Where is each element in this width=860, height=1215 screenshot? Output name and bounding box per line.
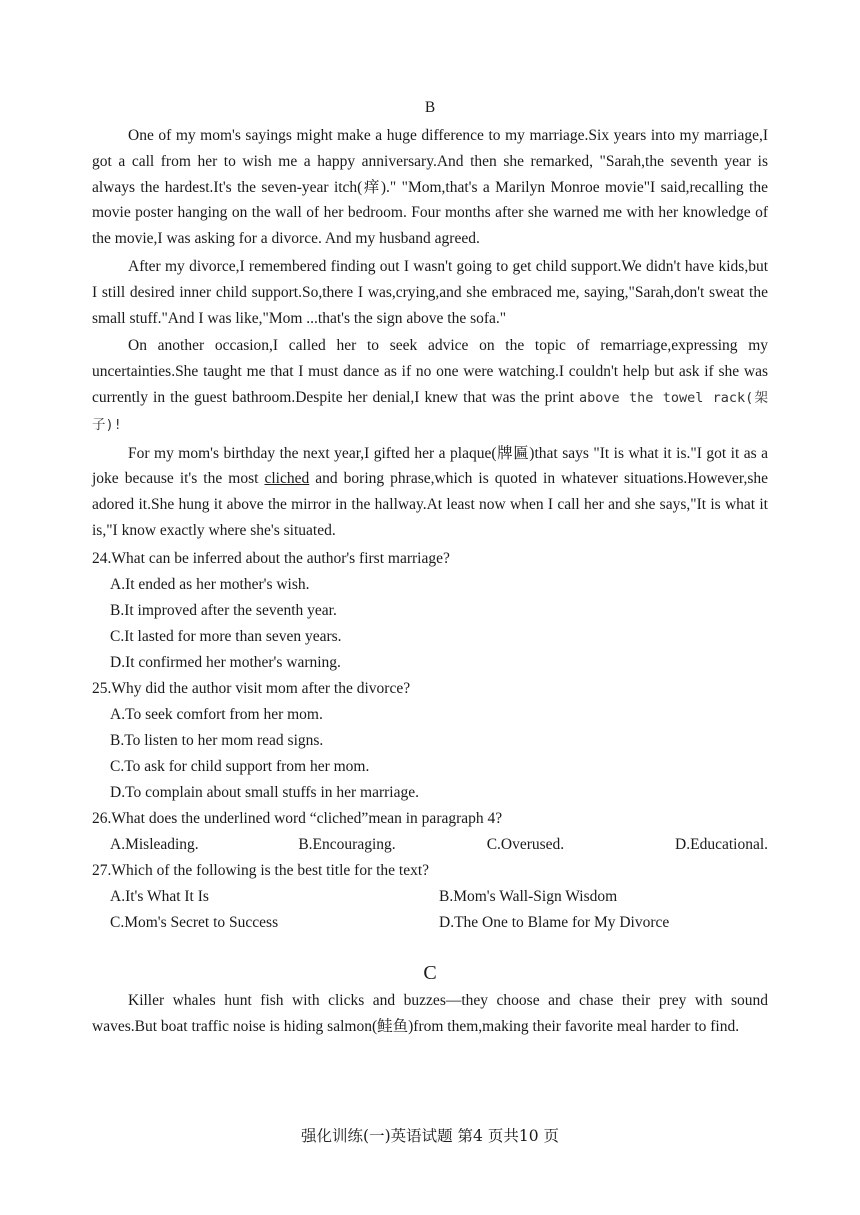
section-c-title: C [423,961,437,984]
option-b: B.To listen to her mom read signs. [110,731,324,749]
option-a: A.Misleading. [110,835,199,853]
passage-b-paragraph-3 [92,333,768,438]
option-c: C.Overused. [486,835,565,853]
underlined-word: cliched [264,470,310,488]
option-c: C.It lasted for more than seven years. [110,627,342,645]
option-a: A.To seek comfort from her mom. [110,705,323,723]
option-row [92,832,768,858]
option-d: D.To complain about small stuffs in her marriage. [110,783,419,801]
option-d: D.Educational. [675,835,769,853]
paragraph-3-tail: above the towel rack(架子)! [92,389,768,433]
option-c: C.Mom's Secret to Success [110,913,279,931]
option-a: A.It's What It Is [110,887,209,905]
option-b: B.It improved after the seventh year. [110,601,337,619]
passage-b-paragraph-1: One of my mom's sayings might make a huge difference to my marriage.Six years into my marriage,I got a call from her to wish me a happy anniversary.And then she remarked, "Sarah,the seventh year is always the hardest.It's the seven-year itch(痒)." "Mom,that's a Marilyn Monroe movie"I said,recalling the movie poster hanging on the wall of her bedroom. Four months after she warned me with her knowledge of the movie,I was asking for a divorce. And my husband agreed. [92,127,768,248]
question-24 [92,546,768,676]
option-a: A.It ended as her mother's wish. [110,575,310,593]
option-d: D.It confirmed her mother's warning. [110,653,341,671]
question-stem: 26.What does the underlined word “cliched”mean in paragraph 4? [92,809,503,827]
option-c: C.To ask for child support from her mom. [110,757,370,775]
option-row [92,884,768,910]
question-stem: 27.Which of the following is the best title for the text? [92,861,430,879]
passage-c-paragraph-1: Killer whales hunt fish with clicks and buzzes—they choose and chase their prey with sound waves.But boat traffic noise is hiding salmon(鲑鱼)from them,making their favorite meal harder to find. [92,991,768,1035]
question-stem: 24.What can be inferred about the author's first marriage? [92,549,450,567]
option-b: B.Mom's Wall-Sign Wisdom [439,887,618,905]
question-stem: 25.Why did the author visit mom after the divorce? [92,679,411,697]
exam-page [92,96,768,1041]
option-b: B.Encouraging. [298,835,396,853]
question-26 [92,806,768,858]
question-25 [92,676,768,806]
option-d: D.The One to Blame for My Divorce [439,913,670,931]
paragraph-4-text-after: and boring phrase,which is quoted in whatever situations.However,she adored it.She hung it above the mirror in the hallway.At least now when I call her and she says,"It is what it is,"I know exactly where she's situated. [92,470,768,539]
section-b-title: B [424,99,436,116]
question-27 [92,858,768,936]
page-footer: 强化训练(一)英语试题 第4 页共10 页 [301,1127,559,1145]
option-row [92,910,768,936]
paragraph-3-text: On another occasion,I called her to seek advice on the topic of remarriage,expressing my uncertainties.She taught me that I must dance as if no one were watching.I couldn't help but ask if she was currently in the guest bathroom.Despite her denial,I knew that was the print [92,337,768,406]
passage-b-paragraph-4 [92,441,768,544]
paragraph-4-text-before: For my mom's birthday the next year,I gifted her a plaque(牌匾)that says "It is what it is."I got it as a joke because it's the most [92,444,768,488]
passage-b-paragraph-2: After my divorce,I remembered finding out I wasn't going to get child support.We didn't have kids,but I still desired inner child support.So,there I was,crying,and she embraced me, saying,"Sarah,don't sweat the small stuff."And I was like,"Mom ...that's the sign above the sofa." [92,257,768,327]
